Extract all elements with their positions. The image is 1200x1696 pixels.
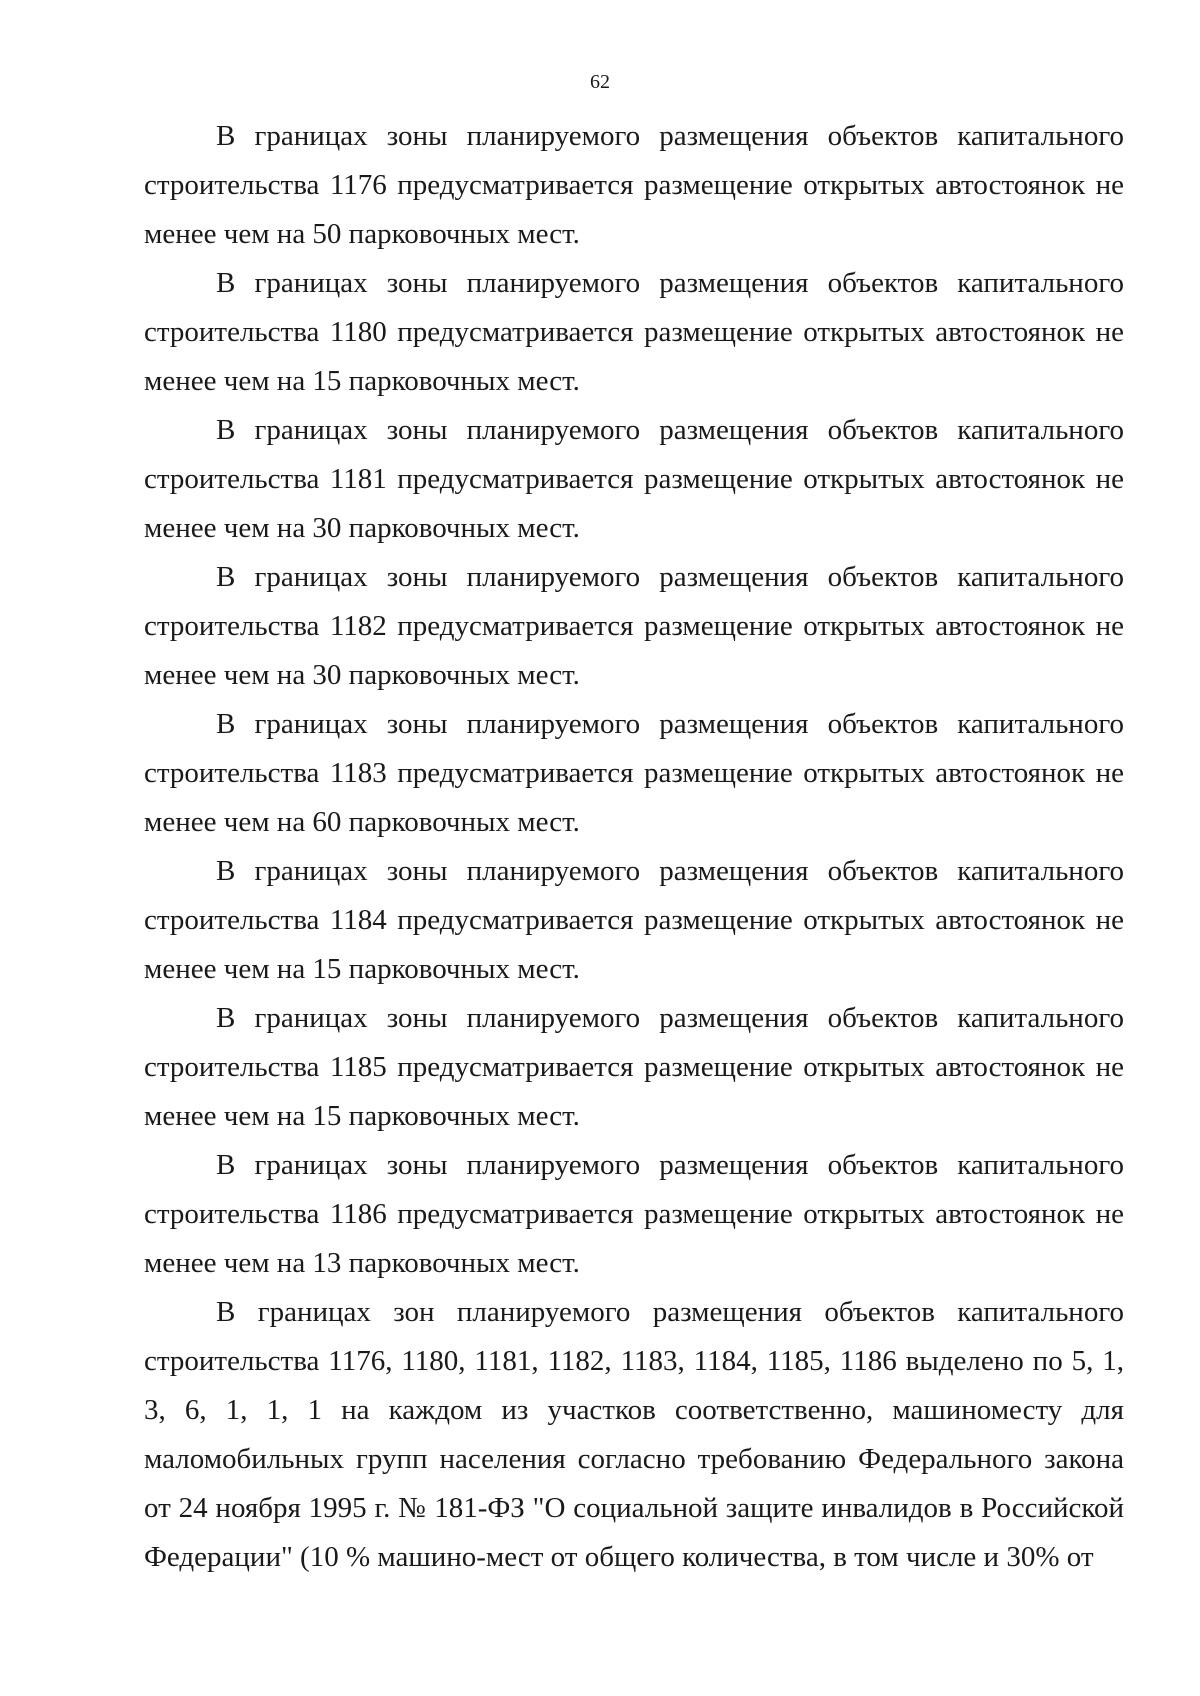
page-number: 62 (590, 71, 610, 93)
paragraph-zone-1182: В границах зоны планируемого размещения объектов капитального строительства 1182 предусматривается размещение открытых автостоянок не менее чем на 30 парковочных мест. (144, 561, 1124, 691)
paragraph-zone-1186: В границах зоны планируемого размещения объектов капитального строительства 1186 предусматривается размещение открытых автостоянок не менее чем на 13 парковочных мест. (144, 1149, 1124, 1279)
paragraph-zone-1184: В границах зоны планируемого размещения объектов капитального строительства 1184 предусматривается размещение открытых автостоянок не менее чем на 15 парковочных мест. (144, 855, 1124, 985)
paragraph-zone-1180: В границах зоны планируемого размещения объектов капитального строительства 1180 предусматривается размещение открытых автостоянок не менее чем на 15 парковочных мест. (144, 267, 1124, 397)
paragraph-zone-1176: В границах зоны планируемого размещения объектов капитального строительства 1176 предусматривается размещение открытых автостоянок не менее чем на 50 парковочных мест. (144, 120, 1124, 250)
paragraph-accessible-parking: В границах зон планируемого размещения объектов капитального строительства 1176, 1180, 1181, 1182, 1183, 1184, 1185, 1186 выделено по 5, 1, 3, 6, 1, 1, 1 на каждом из участков соответственно, машиноместу для маломобильных групп населения согласно требованию Федерального закона от 24 ноября 1995 г. № 181-ФЗ "О социальной защите инвалидов в Российской Федерации" (10 % машино-мест от общего количества, в том числе и 30% от (144, 1296, 1124, 1573)
paragraph-zone-1181: В границах зоны планируемого размещения объектов капитального строительства 1181 предусматривается размещение открытых автостоянок не менее чем на 30 парковочных мест. (144, 414, 1124, 544)
paragraph-zone-1185: В границах зоны планируемого размещения объектов капитального строительства 1185 предусматривается размещение открытых автостоянок не менее чем на 15 парковочных мест. (144, 1002, 1124, 1132)
paragraph-zone-1183: В границах зоны планируемого размещения объектов капитального строительства 1183 предусматривается размещение открытых автостоянок не менее чем на 60 парковочных мест. (144, 708, 1124, 838)
document-body (144, 112, 1124, 1582)
